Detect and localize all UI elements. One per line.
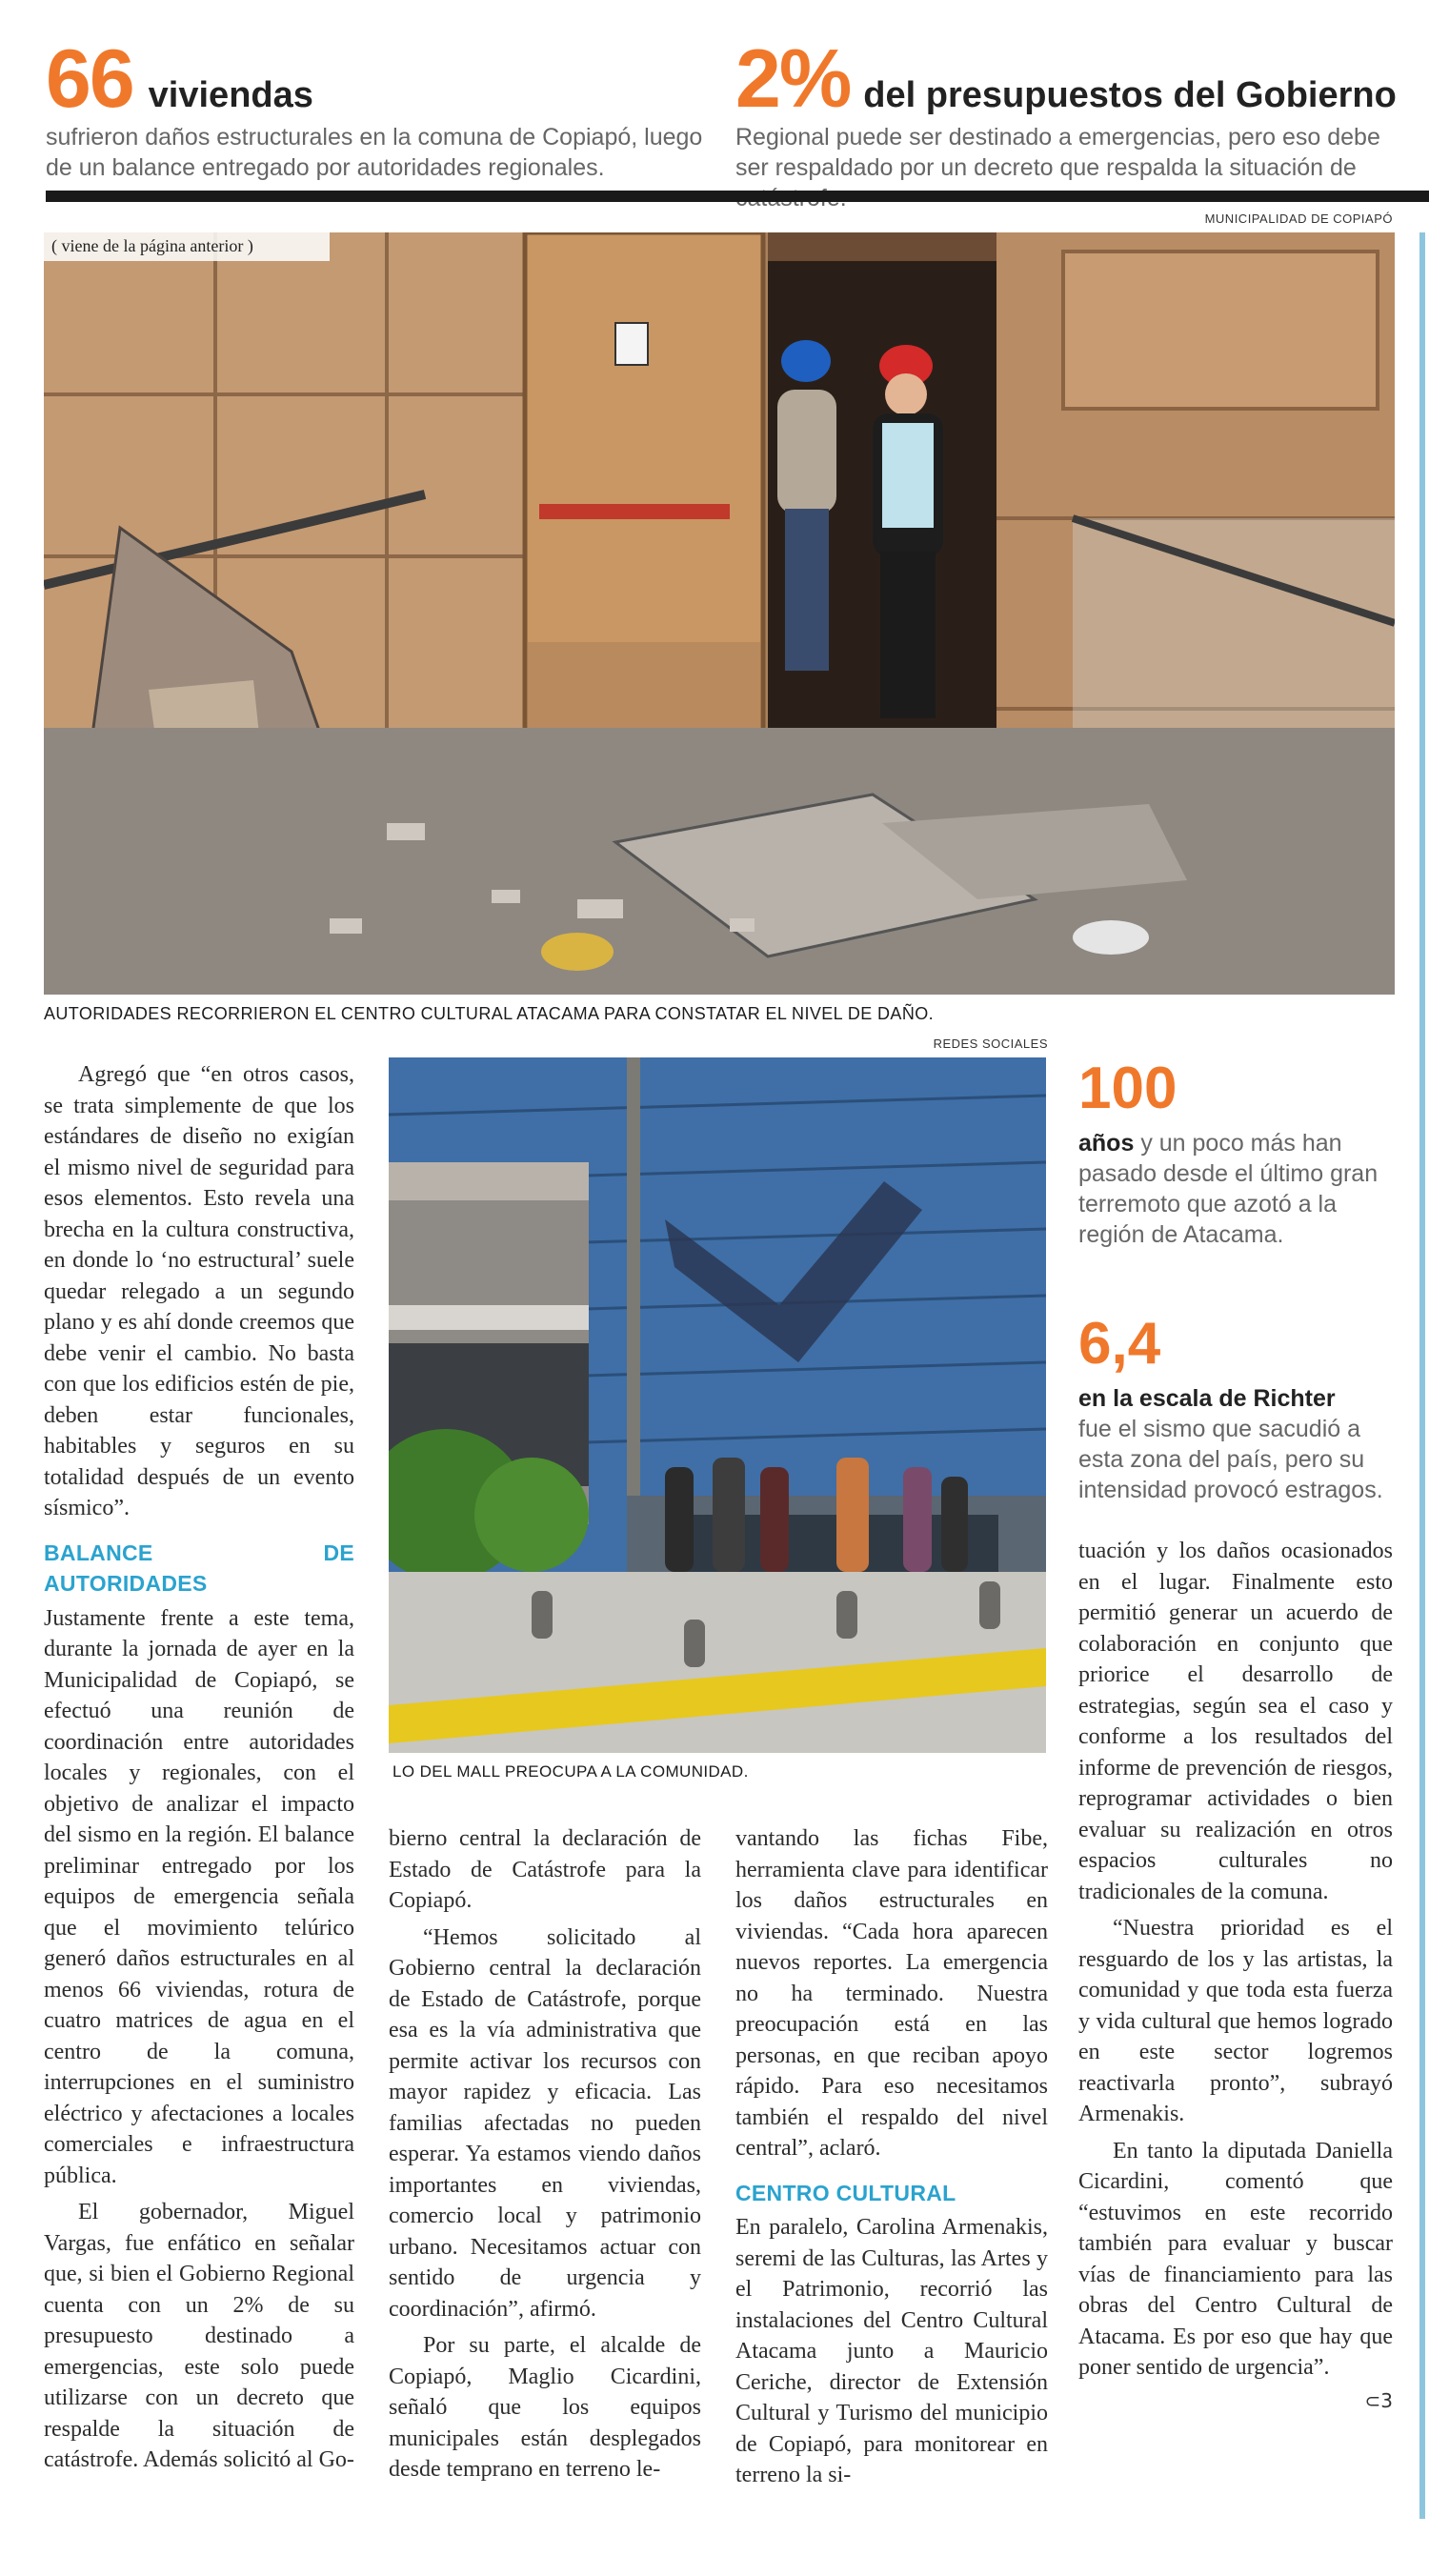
stat-number: 2% [735, 33, 851, 125]
paragraph: Agregó que “en otros casos, se trata simplemente de que los estándares de diseño no exigían el mismo nivel de seguridad para esos elementos. Esto revela una brecha en la cultura constructiva, en donde lo ‘no estructural’ suele quedar relegado a un segundo plano y es ahí donde creemos que debe venir el cambio. No basta con que los edificios estén de pie, deben estar funcionales, habitables y seguros en su totalidad después de un evento sísmico”. [44, 1062, 354, 1520]
paragraph: bierno central la declaración de Estado de Catástrofe para la Copiapó. [389, 1826, 701, 1913]
paragraph: “Hemos solicitado al Gobierno central la declaración de Estado de Catástrofe, porque esa es la vía administrativa que permite activar los recursos con mayor rapidez y eficacia. Las familias afectadas no pueden esperar. Ya estamos viendo daños importantes en viviendas, comercio local y patrimonio urbano. Necesitamos actuar con sentido de urgencia y coordinación”, afirmó. [389, 1924, 701, 2322]
article-column-3 [735, 1823, 1048, 2497]
paragraph: En paralelo, Carolina Armenakis, seremi de las Culturas, las Artes y el Patrimonio, recorrió las instalaciones del Centro Cultural Atacama junto a Mauricio Ceriche, director de Extensión Cultural y Turismo del municipio de Copiapó, para monitorear en terreno la si- [735, 2215, 1048, 2487]
subhead-centro-cultural: CENTRO CULTURAL [735, 2180, 956, 2205]
stat-number: 66 [46, 33, 133, 125]
subhead-balance: BALANCE DE AUTORIDADES [44, 1540, 354, 1596]
paragraph: tuación y los daños ocasionados en el lugar. Finalmente esto permitió generar un acuerdo de colaboración en conjunto que priorice el desarrollo de estrategias, según sea el caso y conforme a los resultados del informe de prevención de riesgos, reprogramar actividades o bien evaluar su realización en otros espacios culturales no tradicionales de la comuna. [1078, 1539, 1393, 1904]
stat-block-presupuesto [735, 33, 1402, 181]
side-stat-number: 6,4 [1078, 1311, 1161, 1377]
paragraph: Por su parte, el alcalde de Copiapó, Maglio Cicardini, señaló que los equipos municipales están desplegados desde temprano en terreno le- [389, 2333, 701, 2482]
end-mark-icon: ⊂3 [1364, 2388, 1393, 2412]
side-stat-lead: en la escala de Richter [1078, 1385, 1336, 1412]
side-stat-richter [1078, 1311, 1402, 1505]
header-rule [46, 191, 1429, 202]
stat-block-viviendas [46, 33, 713, 181]
stat-description: Regional puede ser destinado a emergencias, pero eso debe ser respaldado por un decreto que respalda la situación de [735, 124, 1380, 181]
photo-caption: AUTORIDADES RECORRIERON EL CENTRO CULTURAL ATACAMA PARA CONSTATAR EL NIVEL DE DAÑO. [44, 1004, 935, 1023]
article-column-1 [44, 1059, 354, 2482]
side-stat-lead: años [1078, 1130, 1135, 1157]
side-stat-text [1078, 1128, 1402, 1250]
paragraph: vantando las fichas Fibe, herramienta clave para identificar los daños estructurales en viviendas. “Cada hora aparecen nuevos reportes. La emergencia no ha terminado. Nuestra preocupación está en las personas, en que reciban apoyo rápido. Para eso necesitamos también el respaldo del nivel central”, aclaró. [735, 1826, 1048, 2161]
photo-centro-cultural [44, 232, 1395, 995]
side-stat-text [1078, 1383, 1402, 1505]
paragraph: “Nuestra prioridad es el resguardo de los y las artistas, la comunidad y que toda esta fuerza y vida cultural que hemos logrado en este sector logremos reactivarla pronto”, subrayó Armenakis. [1078, 1916, 1393, 2126]
photo-credit: MUNICIPALIDAD DE COPIAPÓ [1204, 211, 1393, 226]
side-stat-number: 100 [1078, 1056, 1177, 1121]
damaged-building-illustration [44, 232, 1395, 995]
photo-tag: ( viene de la página anterior ) [51, 236, 253, 255]
photo-credit: REDES SOCIALES [933, 1036, 1048, 1051]
side-stat-body: fue el sismo que sacudió a esta zona del país, pero su intensidad provocó estragos. [1078, 1416, 1383, 1503]
photo-caption: LO DEL MALL PREOCUPA A LA COMUNIDAD. [392, 1762, 749, 1781]
photo-mall [389, 1057, 1046, 1753]
paragraph: Justamente frente a este tema, durante la jornada de ayer en la Municipalidad de Copiapó, se efectuó una reunión de coordinación entre autoridades locales y regionales, con el objetivo de analizar el impacto del sismo en la región. El balance preliminar entregado por los equipos de emergencia señala que el movimiento telúrico generó daños estructurales en al menos 66 viviendas, rotura de cuatro matrices de agua en el centro de la comuna, interrupciones en el suministro eléctrico y afectaciones a locales comerciales e infraestructura pública. [44, 1605, 354, 2188]
article-column-2 [389, 1823, 701, 2491]
side-stat-anos [1078, 1056, 1402, 1250]
paragraph: El gobernador, Miguel Vargas, fue enfático en señalar que, si bien el Gobierno Regional cuenta con un 2% de su presupuesto destinado a emergencias, este solo puede utilizarse con un decreto que respalde la situación de catástrofe. Además solicitó al Go- [44, 2200, 354, 2472]
stat-word: viviendas [148, 75, 313, 115]
mall-evacuation-illustration [389, 1057, 1046, 1753]
page-edge-accent [1419, 232, 1425, 2519]
side-stat-body: y un poco más han pasado desde el último gran terremoto que azotó a la región de Atacama. [1078, 1130, 1379, 1248]
article-column-4 [1078, 1536, 1393, 2416]
paragraph: En tanto la diputada Daniella Cicardini, comentó que “estuvimos en este recorrido también para evaluar y buscar vías de financiamiento para las obras del Centro Cultural de Atacama. Es por eso que hay que poner sentido de urgencia”. [1078, 2138, 1393, 2380]
stat-word: del presupuestos del Gobierno [863, 75, 1397, 115]
stat-description: sufrieron daños estructurales en la comuna de Copiapó, luego de un balance entregado por autoridades regionales. [46, 124, 703, 181]
